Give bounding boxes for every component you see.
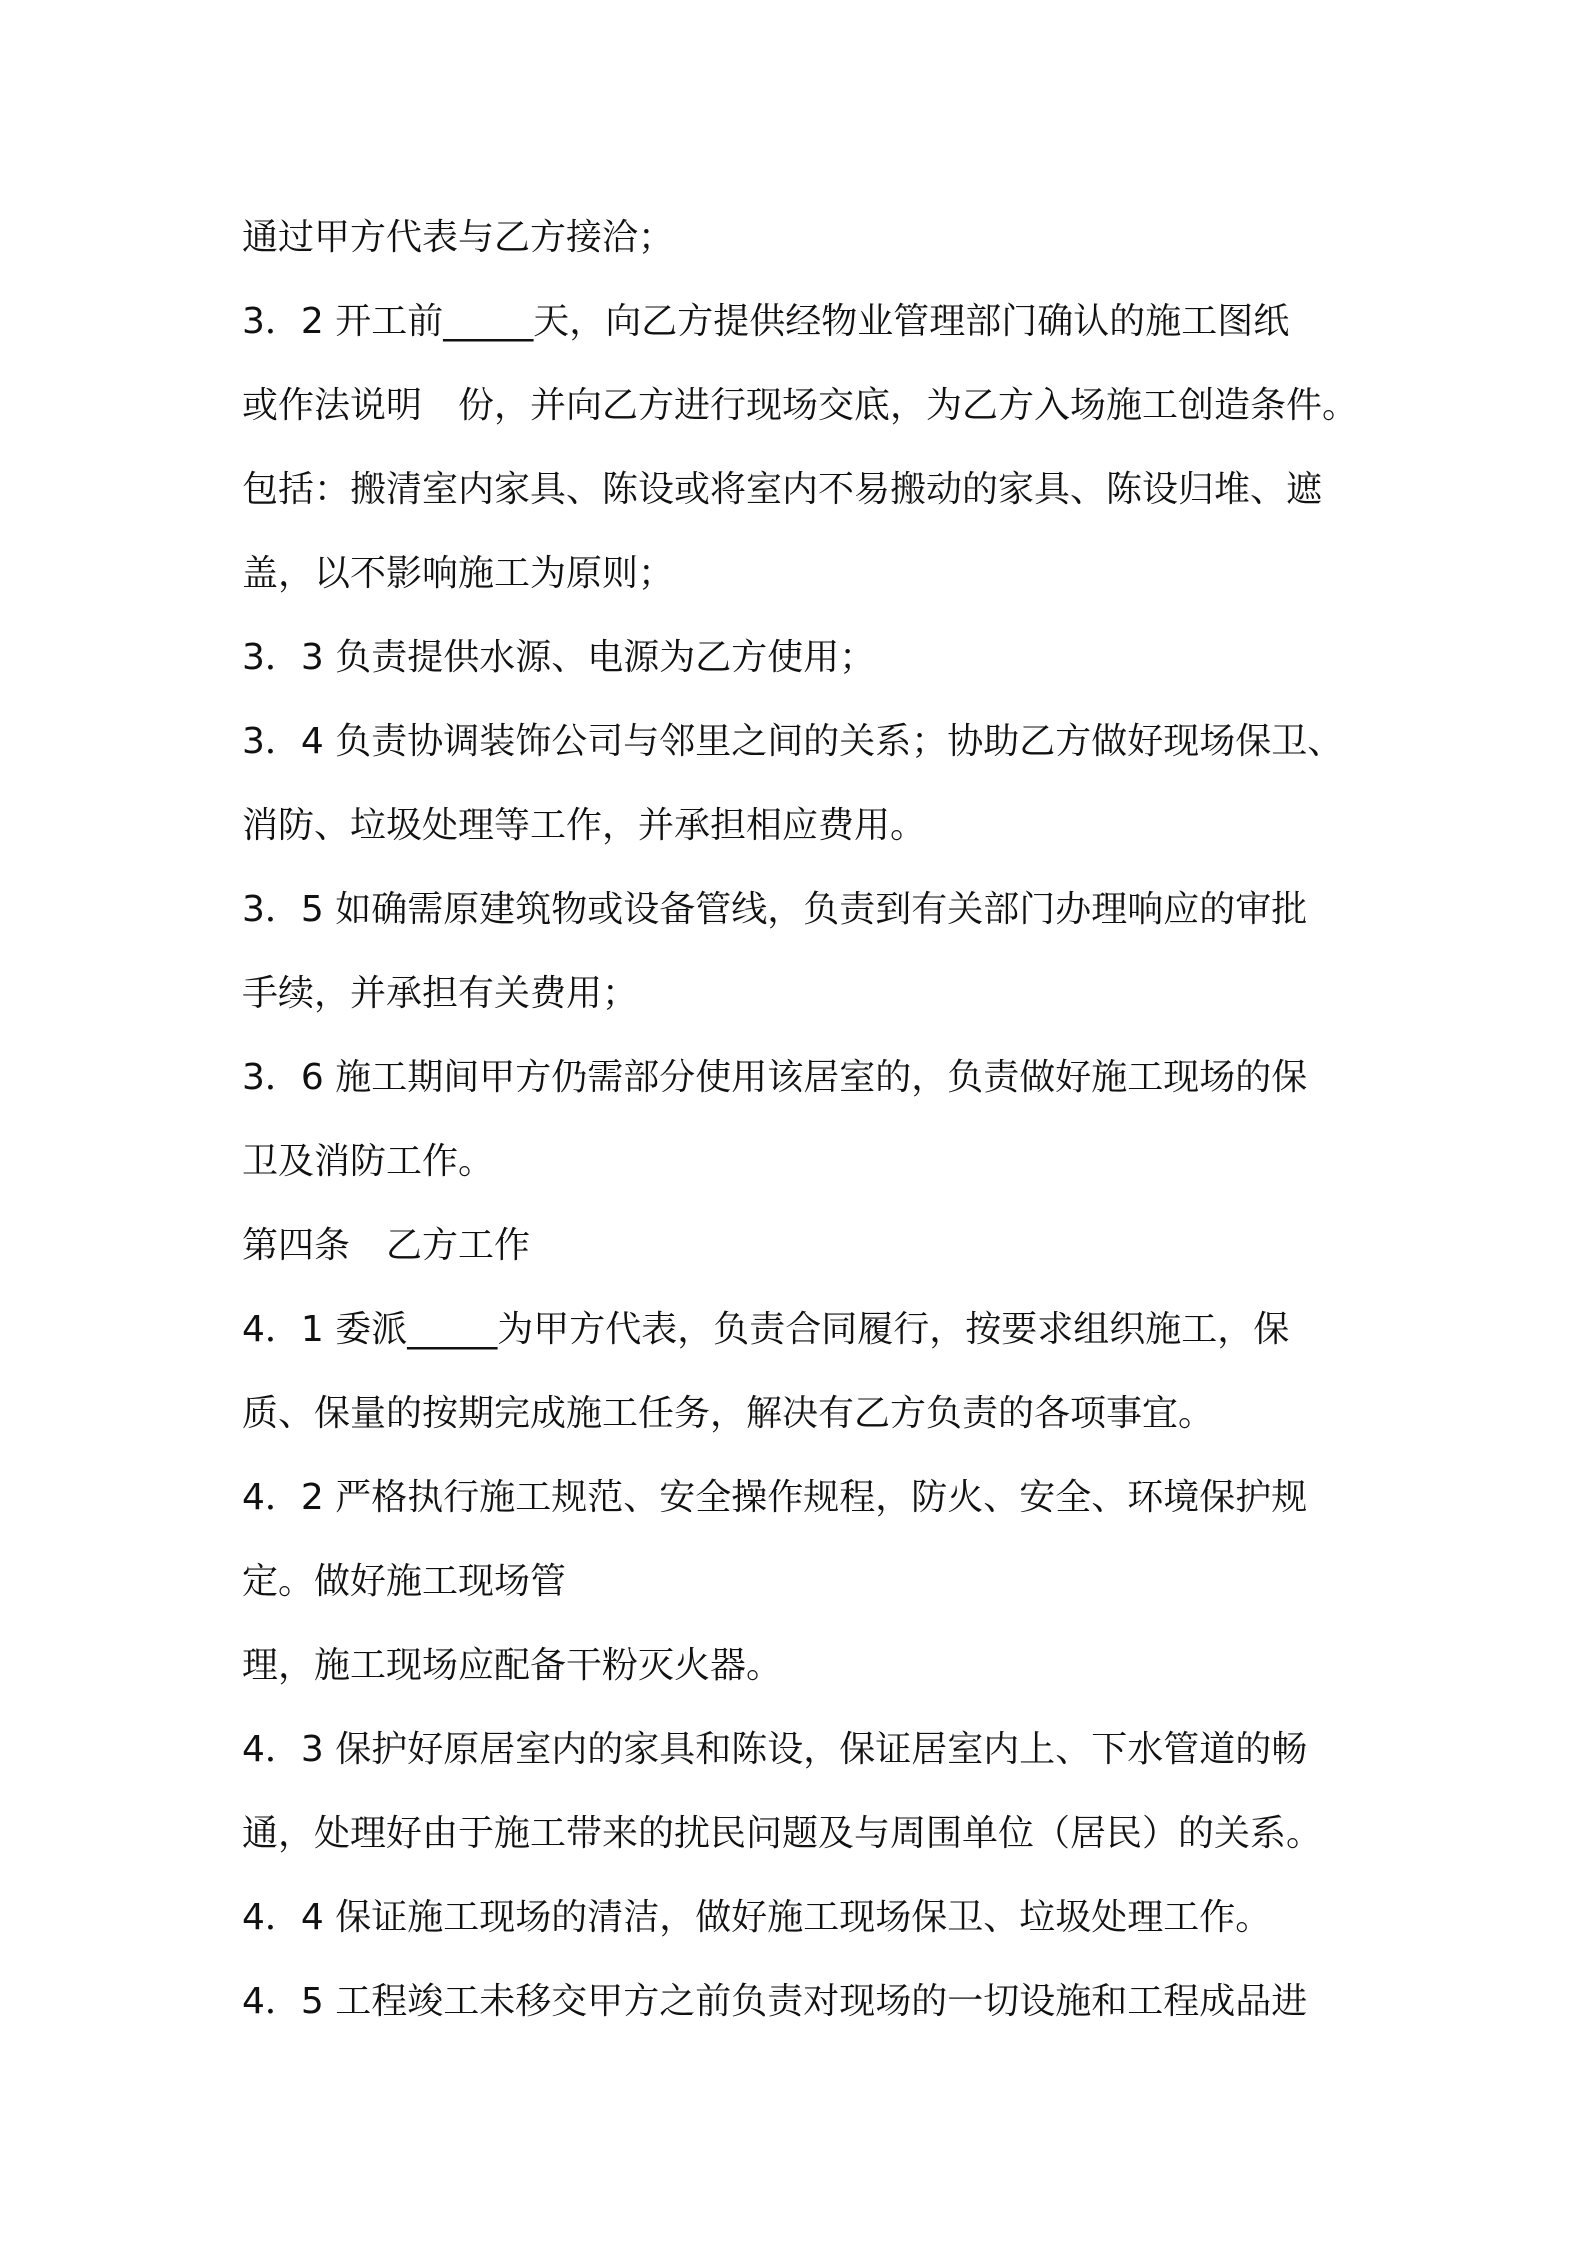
text-line: 通，处理好由于施工带来的扰民问题及与周围单位（居民）的关系。 xyxy=(242,1813,1323,1854)
text-line: 3．3 负责提供水源、电源为乙方使用； xyxy=(242,637,876,678)
text-line: 4．5 工程竣工未移交甲方之前负责对现场的一切设施和工程成品进 xyxy=(242,1981,1308,2022)
text-line: 定。做好施工现场管 xyxy=(242,1561,567,1602)
text-line: 4．4 保证施工现场的清洁，做好施工现场保卫、垃圾处理工作。 xyxy=(242,1897,1272,1938)
text-line: 4．2 严格执行施工规范、安全操作规程，防火、安全、环境保护规 xyxy=(242,1477,1308,1518)
text-line: 卫及消防工作。 xyxy=(242,1141,495,1182)
text-line: 通过甲方代表与乙方接洽； xyxy=(242,217,675,258)
text-line: 盖，以不影响施工为原则； xyxy=(242,553,675,594)
text-line: 4．1 委派_____为甲方代表，负责合同履行，按要求组织施工，保 xyxy=(242,1309,1290,1350)
text-line: 手续，并承担有关费用； xyxy=(242,973,639,1014)
text-line: 4．3 保护好原居室内的家具和陈设，保证居室内上、下水管道的畅 xyxy=(242,1729,1308,1770)
text-line: 理，施工现场应配备干粉灭火器。 xyxy=(242,1645,783,1686)
text-line: 消防、垃圾处理等工作，并承担相应费用。 xyxy=(242,805,927,846)
text-line: 包括：搬清室内家具、陈设或将室内不易搬动的家具、陈设归堆、遮 xyxy=(242,469,1323,510)
text-line: 质、保量的按期完成施工任务，解决有乙方负责的各项事宜。 xyxy=(242,1393,1215,1434)
section-heading: 第四条 乙方工作 xyxy=(242,1225,531,1266)
document-body xyxy=(242,196,1372,2044)
text-line: 3．4 负责协调装饰公司与邻里之间的关系；协助乙方做好现场保卫、 xyxy=(242,721,1344,762)
text-line: 3．2 开工前_____天，向乙方提供经物业管理部门确认的施工图纸 xyxy=(242,301,1290,342)
text-line: 3．6 施工期间甲方仍需部分使用该居室的，负责做好施工现场的保 xyxy=(242,1057,1308,1098)
text-line: 或作法说明 份，并向乙方进行现场交底，为乙方入场施工创造条件。 xyxy=(242,385,1359,426)
text-line: 3．5 如确需原建筑物或设备管线，负责到有关部门办理响应的审批 xyxy=(242,889,1308,930)
